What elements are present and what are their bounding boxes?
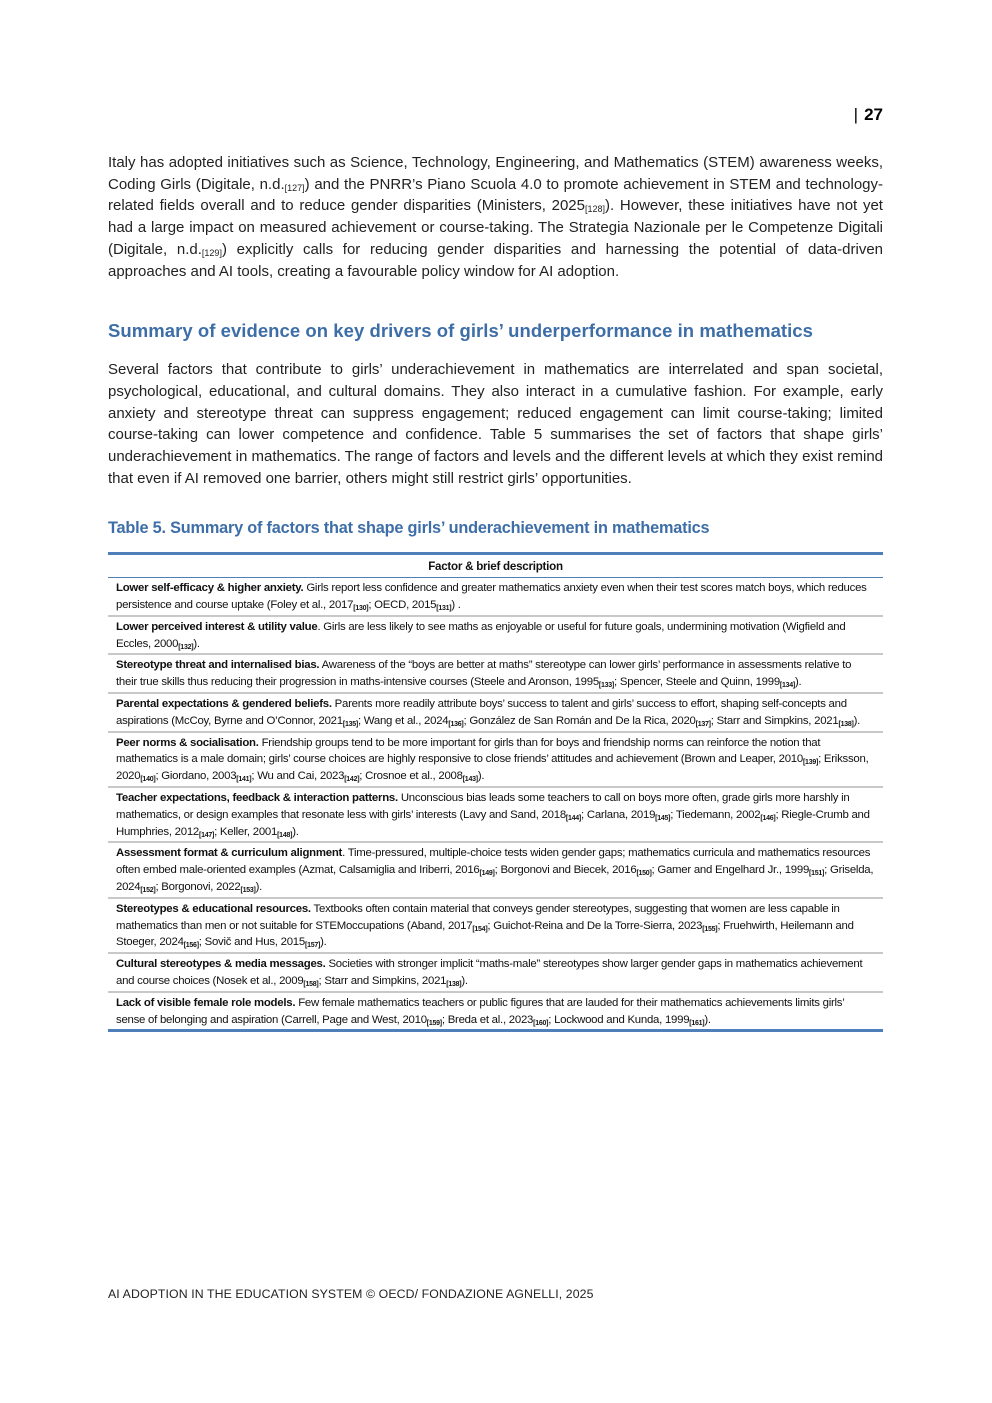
table-row (108, 616, 883, 655)
citation-ref: [148] (277, 831, 293, 839)
text-run: ; Sovič and Hus, 2015 (198, 936, 305, 949)
citation-ref: [139] (802, 759, 819, 767)
text-run: ). (853, 714, 861, 727)
text-run: ). (704, 1013, 711, 1026)
table-row (108, 953, 883, 992)
text-run: ; Giordano, 2003 (155, 770, 237, 783)
citation-ref: [141] (236, 776, 252, 784)
citation-ref: [157] (304, 942, 321, 950)
table-row (108, 898, 883, 953)
text-run: ; Guichot-Reina and De la Torre-Sierra, 2023 (487, 919, 703, 932)
citation-ref: [134] (779, 682, 796, 690)
page-number (854, 105, 883, 125)
table-body (108, 578, 883, 1031)
citation-ref: [159] (426, 1019, 442, 1027)
factor-cell (108, 732, 883, 787)
factor-cell (108, 953, 883, 992)
text-run: Parents more readily attribute boys’ success to talent and girls’ success to effort, shaping self-concepts and aspirations (McCoy, Byrne and O’Connor, 2021 (116, 698, 847, 727)
text-run: ; Fruehwirth, Heilemann and Stoeger, 2024 (116, 919, 854, 949)
section-heading: Summary of evidence on key drivers of girls’ underperformance in mathematics (108, 320, 813, 342)
citation-ref: [155] (702, 925, 718, 933)
text-run: ) and the PNRR’s Piano Scuola 4.0 to promote achievement in STEM and technology-related fields overall and to reduce gender disparities (Ministers, 2025 (108, 175, 883, 215)
factor-name: Stereotype threat and internalised bias. (116, 659, 320, 672)
factor-name: Teacher expectations, feedback & interaction patterns. (116, 792, 398, 804)
text-run: Awareness of the “boys are better at maths” stereotype can lower girls’ performance in assessments relative to their true skills thus reducing their progression in maths-intensive courses (Steele and Aronson, 1995 (116, 659, 852, 689)
text-run: ). However, these initiatives have not yet had a large impact on measured achievement or course-taking. The Strategia Nazionale per le Competenze Digitali (Digitale, n.d. (108, 197, 883, 258)
text-run: Italy has adopted initiatives such as Science, Technology, Engineering, and Mathematics (STEM) awareness weeks, Coding Girls (Digitale, n.d. (108, 154, 883, 193)
factor-name: Peer norms & socialisation. (116, 736, 259, 749)
text-run: ; Starr and Simpkins, 2021 (318, 974, 447, 987)
citation-ref: [147] (199, 831, 215, 839)
text-run: ; Breda et al., 2023 (441, 1013, 534, 1026)
table-row (108, 654, 883, 693)
text-run: Few female mathematics teachers or public figures that are lauded for their mathematics achievements limits girls’ sense of belonging and aspiration (Carrell, Page and West, 2010 (116, 996, 845, 1026)
page-content (108, 152, 883, 1032)
text-run: ). (477, 770, 485, 783)
factor-cell (108, 898, 883, 953)
citation-ref: [160] (533, 1019, 549, 1027)
text-run: ; Spencer, Steele and Quinn, 1999 (614, 676, 780, 689)
factor-cell (108, 578, 883, 616)
text-run: ; Borgonovi and Biecek, 2016 (494, 864, 637, 877)
text-run: Friendship groups tend to be more important for girls than for boys and friendship norms can reinforce the notion that mathematics is a male domain; girls’ course choices are highly responsive to close friends’ attitudes and achievement (Brown and Leaper, 2010 (116, 736, 821, 766)
table-row (108, 732, 883, 787)
text-run: ; Carlana, 2019 (581, 808, 656, 821)
page-footer: AI ADOPTION IN THE EDUCATION SYSTEM © OECD/ FONDAZIONE AGNELLI, 2025 (108, 1287, 594, 1301)
text-run: Textbooks often contain material that conveys gender stereotypes, suggesting that women are less capable in mathematics than men or not suitable for STEMoccupations (Aband, 2017 (116, 902, 840, 932)
factor-cell (108, 992, 883, 1031)
factor-name: Lack of visible female role models. (116, 996, 296, 1009)
text-run: ) . (451, 599, 461, 612)
citation-ref: [156] (183, 942, 199, 950)
citation-ref: [149] (479, 870, 495, 878)
citation-ref: [133] (598, 682, 615, 690)
citation-ref: [140] (140, 776, 156, 784)
citation-ref: [158] (303, 980, 319, 988)
text-run: ). (461, 974, 468, 987)
factor-name: Assessment format & curriculum alignment (116, 847, 343, 860)
text-run: ; Borgonovi, 2022 (155, 880, 241, 893)
citation-ref: [137] (695, 720, 711, 728)
citation-ref: [154] (472, 925, 488, 933)
citation-ref: [142] (344, 776, 360, 784)
text-run: Societies with stronger implicit “maths-male” stereotypes show larger gender gaps in mathematics achievement and course choices (Nosek et al., 2009 (116, 958, 863, 987)
citation-ref: [143] (462, 776, 478, 784)
citation-ref: [130] (353, 605, 369, 613)
citation-ref: [136] (448, 720, 464, 728)
citation-ref: [146] (760, 814, 776, 822)
text-run: ; Tiedemann, 2002 (670, 808, 761, 821)
table-row (108, 693, 883, 732)
table-header-row (108, 554, 883, 578)
table-row (108, 992, 883, 1031)
citation-ref: [127] (284, 182, 305, 193)
text-run: Unconscious bias leads some teachers to call on boys more often, grade girls more harshly in mathematics, or design examples that resonate less with girls’ interests (Lavy and Sand, 2018 (116, 792, 850, 821)
factor-name: Stereotypes & educational resources. (116, 902, 311, 915)
text-run: ; Crosnoe et al., 2008 (359, 770, 463, 783)
text-run: ; González de San Román and De la Rica, 2020 (463, 714, 696, 727)
text-run: . Time-pressured, multiple-choice tests widen gender gaps; mathematics curricula and mathematics resources often embed male-oriented examples (Azmat, Calsamiglia and Iriberri, 2016 (116, 847, 871, 877)
citation-ref: [161] (689, 1019, 705, 1027)
text-run: ). (255, 880, 263, 893)
text-run: ; Riegle-Crumb and Humphries, 2012 (116, 808, 870, 838)
table-row (108, 842, 883, 897)
citation-ref: [144] (565, 814, 582, 822)
citation-ref: [150] (636, 870, 652, 878)
text-run: Girls report less confidence and greater mathematics anxiety even when their test scores match boys, which reduces persistence and course uptake (Foley et al., 2017 (116, 582, 867, 612)
factor-cell (108, 842, 883, 897)
factor-cell (108, 787, 883, 842)
citation-ref: [129] (201, 247, 222, 258)
section-paragraph: Several factors that contribute to girls’ underachievement in mathematics are interrelated and span societal, psychological, educational, and cultural domains. They also interact in a cumulative fashion. For example, early anxiety and stereotype threat can suppress engagement; reduced engagement can limit course-taking; limited course-taking can lower competence and confidence. Table 5 summarises the set of factors that shape girls’ underachievement in mathematics. The range of factors and levels and the different levels at which they exist remind that even if AI removed one barrier, others might still restrict girls’ opportunities. (108, 361, 883, 487)
citation-ref: [128] (584, 204, 606, 215)
citation-ref: [145] (655, 814, 671, 822)
text-run: ). (193, 637, 200, 650)
text-run: ; OECD, 2015 (368, 599, 437, 612)
factor-name: Lower self-efficacy & higher anxiety. (116, 582, 304, 595)
text-run: ; Lockwood and Kunda, 1999 (548, 1013, 690, 1026)
factor-cell (108, 654, 883, 693)
factor-cell (108, 616, 883, 655)
page-number-separator: | (853, 105, 859, 124)
text-run: ; Wang et al., 2024 (357, 714, 449, 727)
table-row (108, 787, 883, 842)
factor-name: Lower perceived interest & utility value (116, 620, 318, 633)
intro-paragraph (108, 152, 883, 282)
text-run: ; Wu and Cai, 2023 (251, 770, 345, 783)
citation-ref: [138] (838, 720, 854, 728)
factors-table (108, 552, 883, 1032)
text-run: ; Keller, 2001 (214, 825, 278, 838)
text-run: ; Gamer and Engelhard Jr., 1999 (651, 864, 810, 877)
text-run: ) explicitly calls for reducing gender disparities and harnessing the potential of data-driven approaches and AI tools, creating a favourable policy window for AI adoption. (108, 240, 884, 280)
text-run: ). (292, 825, 299, 838)
citation-ref: [153] (240, 886, 256, 894)
text-run: ; Griselda, 2024 (116, 864, 874, 893)
factor-cell (108, 693, 883, 732)
text-run: ). (795, 676, 802, 689)
table-row (108, 578, 883, 616)
text-run: ). (320, 936, 327, 949)
factor-name: Cultural stereotypes & media messages. (116, 958, 326, 971)
citation-ref: [132] (178, 643, 194, 651)
text-run: ; Eriksson, 2020 (116, 753, 869, 783)
text-run: ; Starr and Simpkins, 2021 (710, 714, 839, 727)
table-column-header: Factor & brief description (108, 554, 883, 578)
text-run: . Girls are less likely to see maths as enjoyable or useful for future goals, undermining motivation (Wigfield and Eccles, 2000 (116, 620, 846, 650)
citation-ref: [151] (809, 870, 825, 878)
citation-ref: [131] (436, 605, 452, 613)
page-number-value: 27 (864, 105, 883, 124)
factor-name: Parental expectations & gendered beliefs. (116, 698, 332, 711)
citation-ref: [138] (446, 980, 462, 988)
table-title: Table 5. Summary of factors that shape girls’ underachievement in mathematics (108, 519, 710, 538)
citation-ref: [152] (140, 886, 156, 894)
citation-ref: [135] (342, 720, 358, 728)
